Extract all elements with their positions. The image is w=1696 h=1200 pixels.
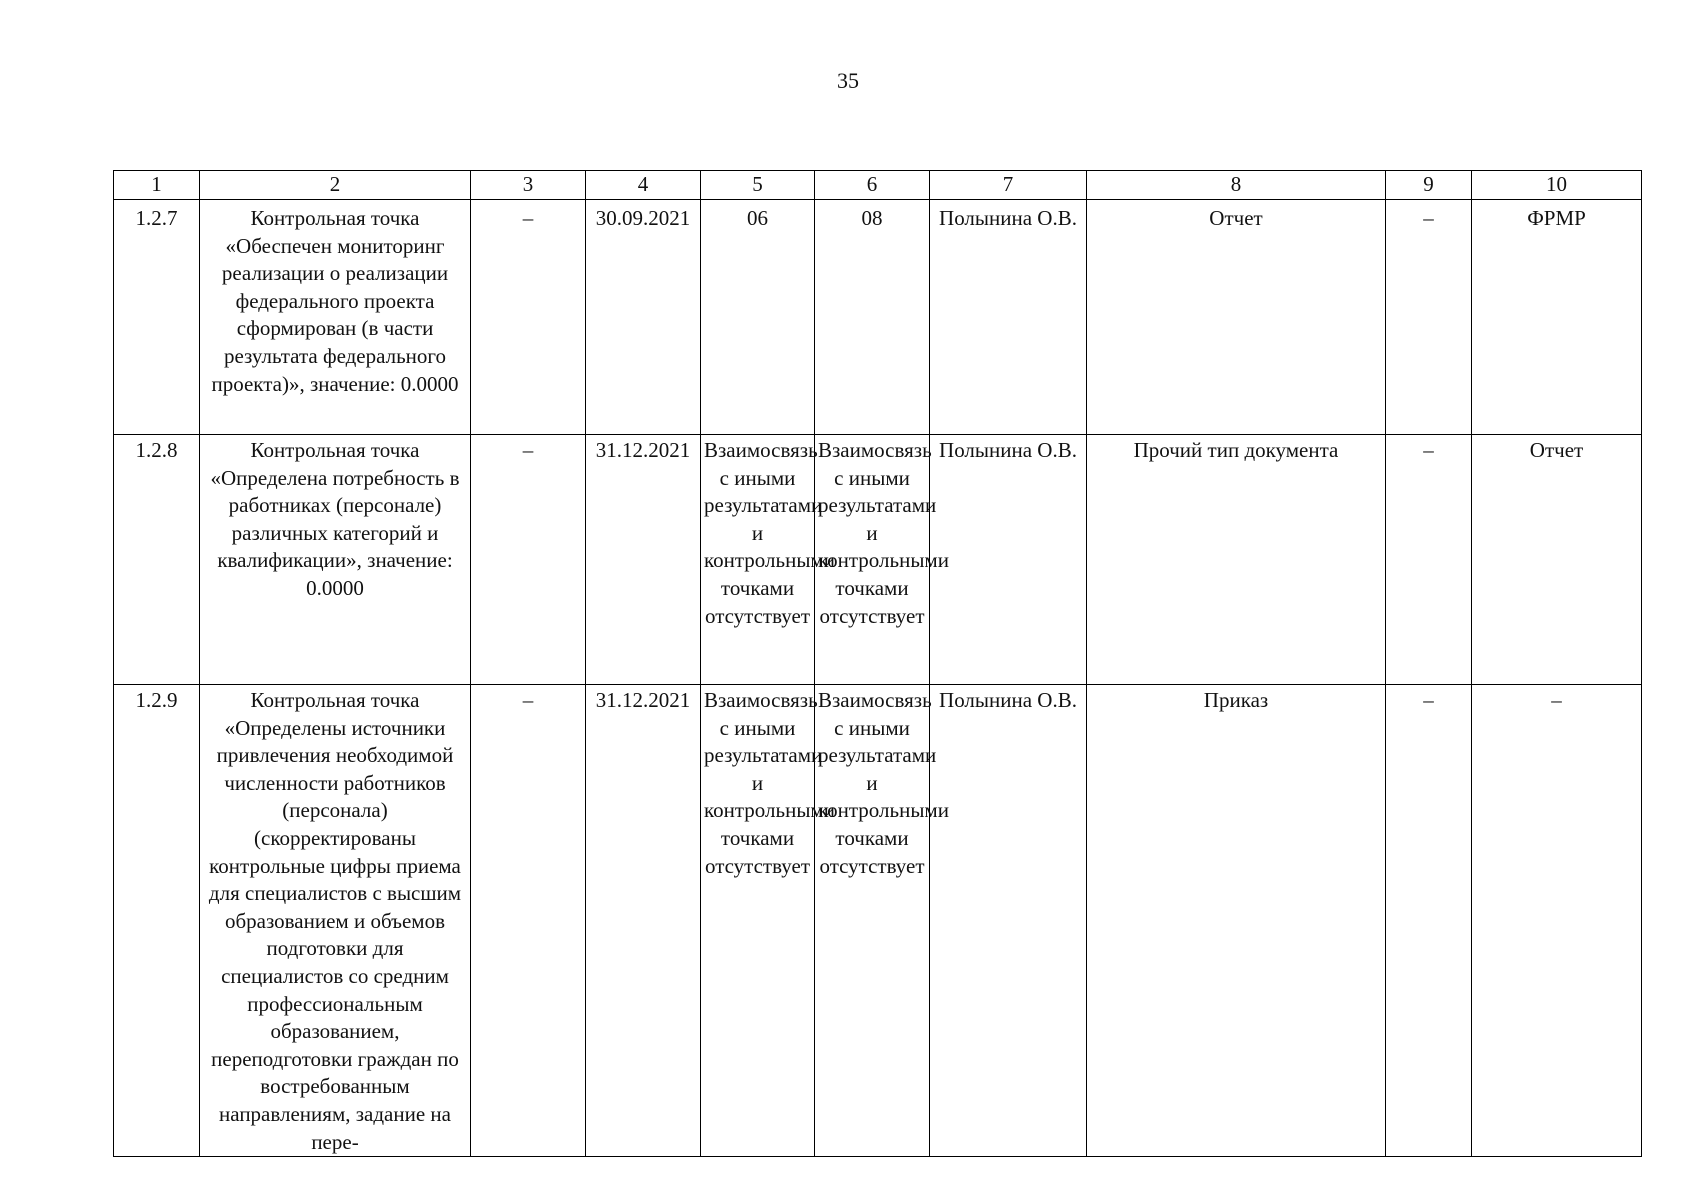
header-cell-8: 8 bbox=[1087, 171, 1386, 200]
row-col3: – bbox=[471, 685, 586, 1157]
header-row bbox=[114, 171, 1642, 200]
table-row bbox=[114, 685, 1642, 1157]
row-description: Контрольная точка «Определены источники привлечения необходимой численности работников (персонала) (скорректированы контрольные цифры приема для специалистов с высшим образованием и объемов подготовки для специалистов со средним профессиональным образованием, переподготовки граждан по востребованным направлениям, задание на пере- bbox=[200, 685, 471, 1157]
row-description: Контрольная точка «Определена потребность в работниках (персонале) различных категорий и квалификации», значение: 0.0000 bbox=[200, 435, 471, 685]
row-document: Прочий тип документа bbox=[1087, 435, 1386, 685]
row-col9: – bbox=[1386, 685, 1472, 1157]
row-document: Приказ bbox=[1087, 685, 1386, 1157]
row-date: 31.12.2021 bbox=[586, 435, 701, 685]
plan-table bbox=[113, 170, 1642, 1157]
row-date: 31.12.2021 bbox=[586, 685, 701, 1157]
row-col6: 08 bbox=[815, 200, 930, 435]
header-cell-9: 9 bbox=[1386, 171, 1472, 200]
row-col10: – bbox=[1472, 685, 1642, 1157]
header-cell-3: 3 bbox=[471, 171, 586, 200]
row-col5: Взаимосвязь с иными результатами и контрольными точками отсутствует bbox=[701, 435, 815, 685]
row-document: Отчет bbox=[1087, 200, 1386, 435]
header-cell-7: 7 bbox=[930, 171, 1087, 200]
row-col10: ФРМР bbox=[1472, 200, 1642, 435]
row-responsible: Полынина О.В. bbox=[930, 200, 1087, 435]
row-date: 30.09.2021 bbox=[586, 200, 701, 435]
row-col5: Взаимосвязь с иными результатами и контрольными точками отсутствует bbox=[701, 685, 815, 1157]
row-col10: Отчет bbox=[1472, 435, 1642, 685]
row-col6: Взаимосвязь с иными результатами и контрольными точками отсутствует bbox=[815, 685, 930, 1157]
header-cell-4: 4 bbox=[586, 171, 701, 200]
row-number: 1.2.8 bbox=[114, 435, 200, 685]
row-responsible: Полынина О.В. bbox=[930, 685, 1087, 1157]
table-row bbox=[114, 435, 1642, 685]
row-col5: 06 bbox=[701, 200, 815, 435]
header-cell-2: 2 bbox=[200, 171, 471, 200]
table-row bbox=[114, 200, 1642, 435]
row-number: 1.2.7 bbox=[114, 200, 200, 435]
row-col6: Взаимосвязь с иными результатами и контрольными точками отсутствует bbox=[815, 435, 930, 685]
row-col3: – bbox=[471, 435, 586, 685]
row-col9: – bbox=[1386, 200, 1472, 435]
header-cell-1: 1 bbox=[114, 171, 200, 200]
page-number: 35 bbox=[837, 68, 859, 93]
row-col9: – bbox=[1386, 435, 1472, 685]
row-col3: – bbox=[471, 200, 586, 435]
row-number: 1.2.9 bbox=[114, 685, 200, 1157]
header-cell-5: 5 bbox=[701, 171, 815, 200]
header-cell-10: 10 bbox=[1472, 171, 1642, 200]
header-cell-6: 6 bbox=[815, 171, 930, 200]
row-description: Контрольная точка «Обеспечен мониторинг реализации о реализации федерального проекта сформирован (в части результата федерального проекта)», значение: 0.0000 bbox=[200, 200, 471, 435]
row-responsible: Полынина О.В. bbox=[930, 435, 1087, 685]
